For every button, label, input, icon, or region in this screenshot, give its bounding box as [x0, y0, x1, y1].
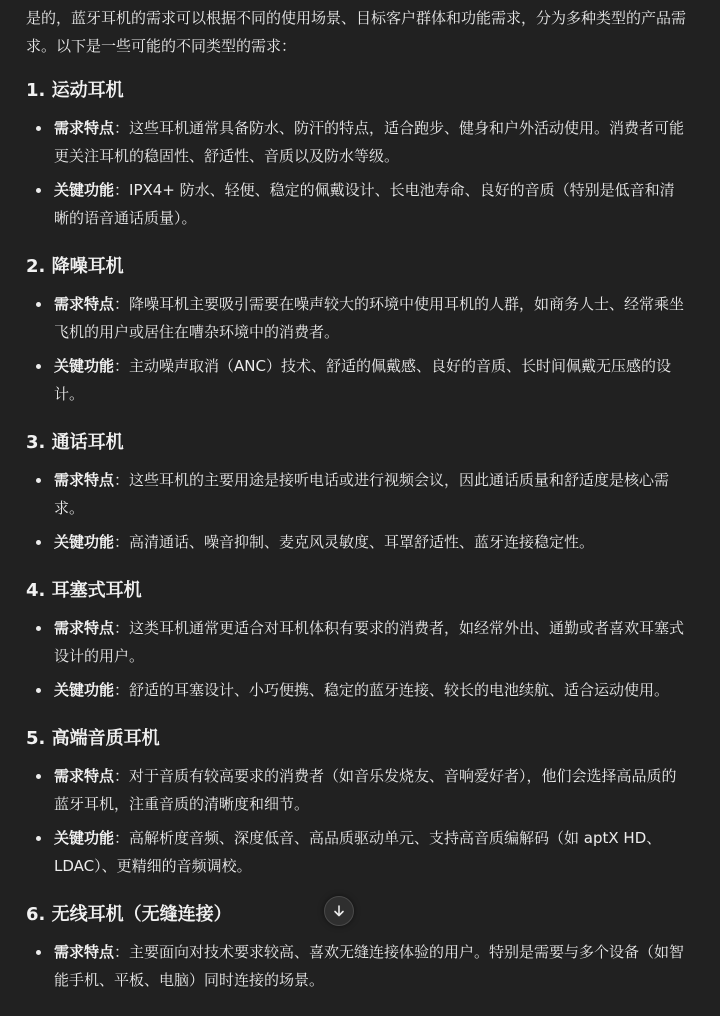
bullet-dot	[36, 302, 41, 307]
list-item	[26, 114, 688, 170]
list-item	[26, 528, 688, 556]
bullet-text: ：降噪耳机主要吸引需要在噪声较大的环境中使用耳机的人群，如商务人士、经常乘坐飞机的用户或居住在嘈杂环境中的消费者。	[54, 295, 685, 341]
bullet-text: ：主要面向对技术要求较高、喜欢无缝连接体验的用户。特别是需要与多个设备（如智能手机、平板、电脑）同时连接的场景。	[54, 943, 685, 989]
bullet-text: ：高解析度音频、深度低音、高品质驱动单元、支持高音质编解码（如 aptX HD、LDAC）、更精细的音频调校。	[54, 829, 662, 875]
section-title: 4. 耳塞式耳机	[26, 580, 142, 601]
bullet-dot	[36, 188, 41, 193]
bullet-label: 关键功能	[54, 681, 115, 699]
bullet-list	[26, 938, 688, 994]
bullet-list	[26, 114, 688, 232]
bullet-text: ：这类耳机通常更适合对耳机体积有要求的消费者，如经常外出、通勤或者喜欢耳塞式设计的用户。	[54, 619, 685, 665]
list-item	[26, 938, 688, 994]
bullet-dot	[36, 364, 41, 369]
bullet-label: 关键功能	[54, 829, 115, 847]
bullet-dot	[36, 126, 41, 131]
list-item	[26, 614, 688, 670]
intro-paragraph: 是的，蓝牙耳机的需求可以根据不同的使用场景、目标客户群体和功能需求，分为多种类型的产品需求。以下是一些可能的不同类型的需求：	[26, 9, 687, 55]
list-item	[26, 352, 688, 408]
bullet-text: ：这些耳机通常具备防水、防汗的特点，适合跑步、健身和户外活动使用。消费者可能更关注耳机的稳固性、舒适性、音质以及防水等级。	[54, 119, 685, 165]
section-title: 6. 无线耳机（无缝连接）	[26, 904, 232, 925]
list-item	[26, 762, 688, 818]
bullet-label: 关键功能	[54, 533, 115, 551]
section-title: 5. 高端音质耳机	[26, 728, 160, 749]
bullet-dot	[36, 540, 41, 545]
list-item	[26, 824, 688, 880]
section-call-earphones	[26, 430, 688, 556]
bullet-text: ：这些耳机的主要用途是接听电话或进行视频会议，因此通话质量和舒适度是核心需求。	[54, 471, 670, 517]
section-earbuds	[26, 578, 688, 704]
bullet-dot	[36, 478, 41, 483]
section-title: 3. 通话耳机	[26, 432, 124, 453]
bullet-label: 关键功能	[54, 357, 115, 375]
section-wireless-earphones	[26, 902, 688, 994]
bullet-label: 需求特点	[54, 943, 115, 961]
list-item	[26, 290, 688, 346]
bullet-text: ：舒适的耳塞设计、小巧便携、稳定的蓝牙连接、较长的电池续航、适合运动使用。	[114, 681, 670, 699]
bullet-label: 关键功能	[54, 181, 115, 199]
bullet-text: ：IPX4+ 防水、轻便、稳定的佩戴设计、长电池寿命、良好的音质（特别是低音和清晰的语音通话质量）。	[54, 181, 675, 227]
section-noise-cancelling	[26, 254, 688, 408]
bullet-list	[26, 762, 688, 880]
bullet-list	[26, 290, 688, 408]
bullet-text: ：对于音质有较高要求的消费者（如音乐发烧友、音响爱好者），他们会选择高品质的蓝牙耳机，注重音质的清晰度和细节。	[54, 767, 677, 813]
list-item	[26, 176, 688, 232]
bullet-dot	[36, 836, 41, 841]
bullet-label: 需求特点	[54, 619, 115, 637]
section-sports-earphones	[26, 78, 688, 232]
bullet-list	[26, 614, 688, 704]
bullet-label: 需求特点	[54, 767, 115, 785]
section-hifi-earphones	[26, 726, 688, 880]
bullet-list	[26, 466, 688, 556]
list-item	[26, 676, 688, 704]
bullet-text: ：高清通话、噪音抑制、麦克风灵敏度、耳罩舒适性、蓝牙连接稳定性。	[114, 533, 595, 551]
bullet-text: ：主动噪声取消（ANC）技术、舒适的佩戴感、良好的音质、长时间佩戴无压感的设计。	[54, 357, 671, 403]
chat-message	[26, 4, 688, 1016]
bullet-dot	[36, 774, 41, 779]
scroll-down-button[interactable]	[324, 896, 354, 926]
list-item	[26, 466, 688, 522]
bullet-dot	[36, 626, 41, 631]
bullet-dot	[36, 688, 41, 693]
bullet-dot	[36, 950, 41, 955]
bullet-label: 需求特点	[54, 295, 115, 313]
bullet-label: 需求特点	[54, 119, 115, 137]
arrow-down-icon	[332, 904, 346, 918]
section-title: 1. 运动耳机	[26, 80, 124, 101]
bullet-label: 需求特点	[54, 471, 115, 489]
section-title: 2. 降噪耳机	[26, 256, 124, 277]
